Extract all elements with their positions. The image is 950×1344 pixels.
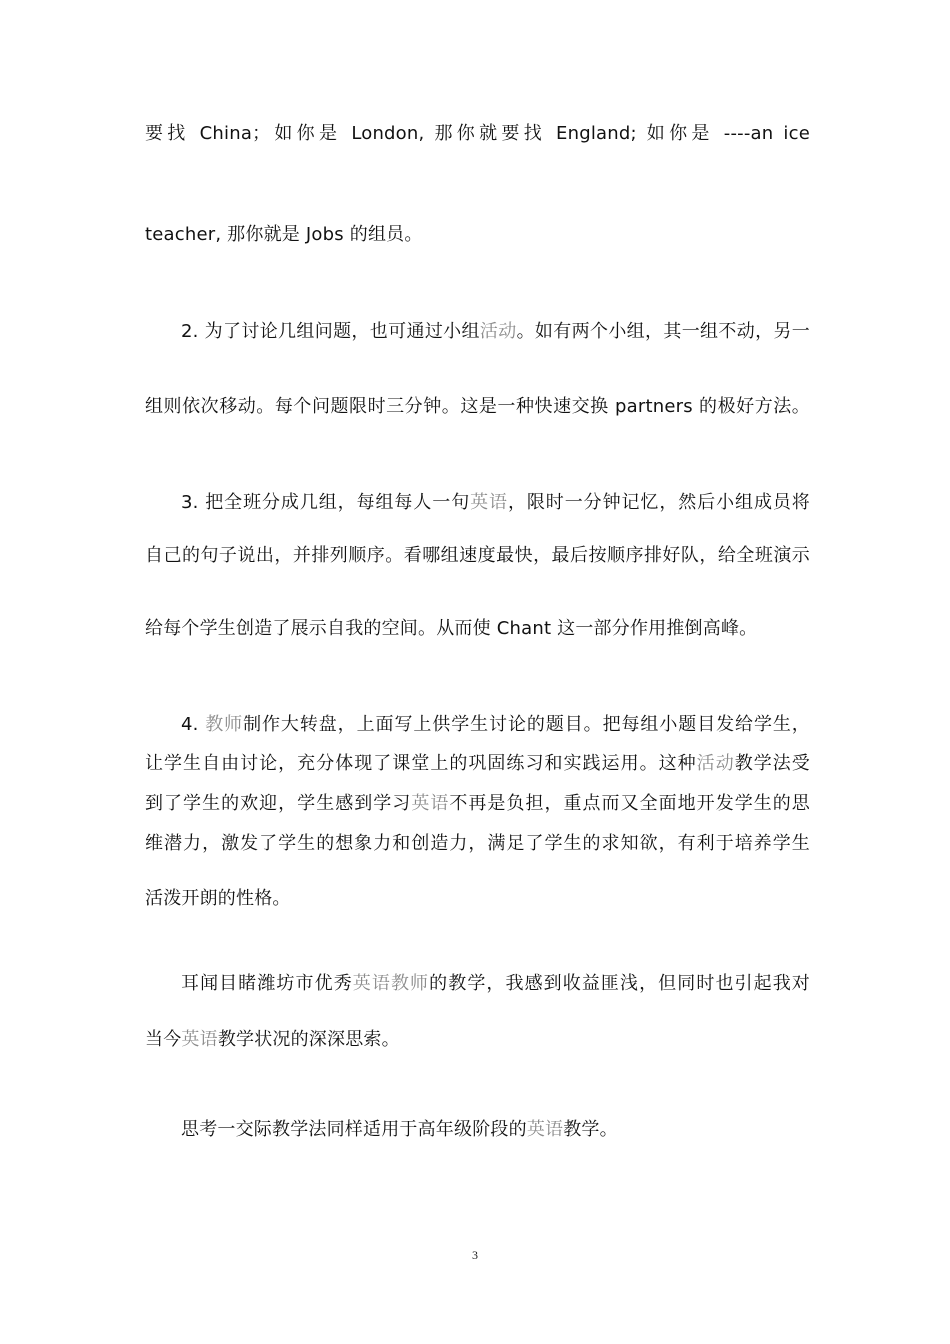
text-segment: 组则依次移动。每个问题限时三分钟。这是一种快速交换 <box>145 396 615 417</box>
text-segment: Jobs <box>305 224 344 245</box>
text-segment: 如你是 <box>636 123 724 144</box>
text-segment: 教学。 <box>563 1119 618 1140</box>
text-segment: 那你就是 <box>221 224 306 245</box>
highlighted-term: 英语 <box>526 1119 564 1140</box>
text-segment: 2. <box>181 321 199 342</box>
highlighted-term: 活动 <box>696 753 735 774</box>
text-line-5 <box>181 491 810 515</box>
text-line-10 <box>145 792 810 816</box>
text-segment: 这一部分作用推倒高峰。 <box>551 618 758 639</box>
text-segment: 要找 <box>145 123 200 144</box>
text-segment: 不再是负担，重点而又全面地开发学生的思 <box>449 793 810 814</box>
text-segment: 到了学生的欢迎，学生感到学习 <box>145 793 412 814</box>
highlighted-term: 英语 <box>470 492 508 513</box>
text-segment: 的教学，我感到收益匪浅，但同时也引起我对 <box>429 973 810 994</box>
highlighted-term: 英语 <box>181 1029 218 1050</box>
text-segment: 的组员。 <box>343 224 423 245</box>
text-line-7 <box>145 617 810 641</box>
text-segment: 给每个学生创造了展示自我的空间。从而使 <box>145 618 497 639</box>
text-segment: 自己的句子说出，并排列顺序。看哪组速度最快，最后按顺序排好队，给全班演示 <box>145 545 810 566</box>
text-segment: 维潜力，激发了学生的想象力和创造力，满足了学生的求知欲，有利于培养学生 <box>145 833 810 854</box>
text-segment: ----an ice <box>723 123 810 144</box>
text-segment: 思考一交际教学法同样适用于高年级阶段的 <box>181 1119 527 1140</box>
text-segment: 当今 <box>145 1029 182 1050</box>
text-segment: teacher, <box>145 224 222 245</box>
text-segment: 教学法受 <box>734 753 810 774</box>
highlighted-term: 活动 <box>479 321 517 342</box>
highlighted-term: 英语教师 <box>352 973 430 994</box>
text-line-2 <box>145 223 810 247</box>
text-segment: ，限时一分钟记忆，然后小组成员将 <box>507 492 810 513</box>
text-segment: England; <box>556 123 637 144</box>
text-segment: 。如有两个小组，其一组不动，另一 <box>516 321 810 342</box>
text-segment: ；如你是 <box>252 123 352 144</box>
text-line-4 <box>145 395 810 419</box>
text-segment: 把全班分成几组，每组每人一句 <box>198 492 471 513</box>
text-segment: 耳闻目睹潍坊市优秀 <box>181 973 353 994</box>
page-number: 3 <box>472 1248 478 1262</box>
text-line-11 <box>145 832 810 856</box>
highlighted-term: 英语 <box>411 793 450 814</box>
text-line-14 <box>145 1028 810 1052</box>
text-segment: 为了讨论几组问题，也可通过小组 <box>198 321 480 342</box>
text-segment: China <box>199 123 253 144</box>
text-line-6 <box>145 544 810 568</box>
text-line-3 <box>181 320 810 344</box>
text-segment: partners <box>615 396 693 417</box>
text-segment: 活泼开朗的性格。 <box>145 888 291 909</box>
text-line-13 <box>181 972 810 996</box>
text-line-12 <box>145 887 810 911</box>
text-segment: 教学状况的深深思索。 <box>217 1029 400 1050</box>
text-segment: 的极好方法。 <box>692 396 810 417</box>
text-line-8 <box>181 713 810 737</box>
text-segment: 制作大转盘，上面写上供学生讨论的题目。把每组小题目发给学生， <box>243 714 811 735</box>
text-line-15 <box>181 1118 810 1142</box>
text-segment: 让学生自由讨论，充分体现了课堂上的巩固练习和实践运用。这种 <box>145 753 697 774</box>
highlighted-term: 教师 <box>205 714 244 735</box>
text-segment: London, <box>351 123 425 144</box>
text-segment: 那你就要找 <box>424 123 557 144</box>
text-line-1 <box>145 122 810 146</box>
text-line-9 <box>145 752 810 776</box>
text-segment: 3. <box>181 492 199 513</box>
text-segment: 4. <box>181 714 199 735</box>
text-segment: Chant <box>496 618 552 639</box>
